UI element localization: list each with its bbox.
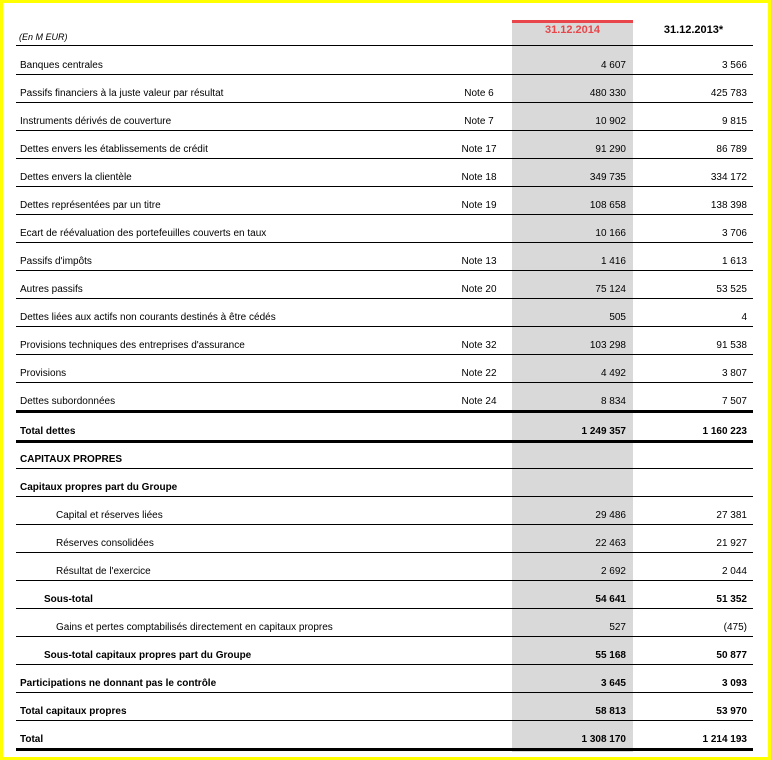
table-row bbox=[16, 214, 753, 242]
value-2013: 3 566 bbox=[721, 60, 747, 71]
table-row bbox=[16, 720, 753, 748]
value-2013: 50 877 bbox=[716, 650, 747, 661]
table-row bbox=[16, 440, 753, 468]
row-label: Total bbox=[20, 734, 44, 745]
row-label: Capital et réserves liées bbox=[56, 510, 163, 521]
value-2013: 86 789 bbox=[716, 144, 747, 155]
value-2013: 1 613 bbox=[721, 256, 747, 267]
value-2013: 53 970 bbox=[716, 706, 747, 717]
value-2013: 4 bbox=[741, 312, 747, 323]
current-year-highlight-bar bbox=[512, 20, 633, 23]
row-note: Note 20 bbox=[461, 284, 497, 295]
row-label: Dettes subordonnées bbox=[20, 396, 116, 407]
value-2014: 91 290 bbox=[595, 144, 626, 155]
value-2013: 53 525 bbox=[716, 284, 747, 295]
value-2013: 334 172 bbox=[710, 172, 747, 183]
row-label: Ecart de réévaluation des portefeuilles couverts en taux bbox=[20, 228, 267, 239]
table-row bbox=[16, 46, 753, 74]
row-label: Réserves consolidées bbox=[56, 538, 154, 549]
table-row bbox=[16, 664, 753, 692]
value-2014: 75 124 bbox=[595, 284, 626, 295]
value-2014: 349 735 bbox=[589, 172, 626, 183]
table-row bbox=[16, 298, 753, 326]
table-row bbox=[16, 496, 753, 524]
value-2014: 10 166 bbox=[595, 228, 626, 239]
row-label: Dettes liées aux actifs non courants destinés à être cédés bbox=[20, 312, 276, 323]
value-2014: 55 168 bbox=[595, 650, 626, 661]
table-row bbox=[16, 354, 753, 382]
value-2014: 2 692 bbox=[600, 566, 626, 577]
row-label: Dettes envers la clientèle bbox=[20, 172, 132, 183]
row-note: Note 17 bbox=[461, 144, 497, 155]
column-header-2013: 31.12.2013* bbox=[663, 24, 724, 36]
row-label: Résultat de l'exercice bbox=[56, 566, 151, 577]
table-row bbox=[16, 608, 753, 636]
table-row bbox=[16, 636, 753, 664]
value-2013: 51 352 bbox=[716, 594, 747, 605]
column-header-2014: 31.12.2014 bbox=[544, 24, 601, 36]
table-row bbox=[16, 580, 753, 608]
value-2013: 2 044 bbox=[721, 566, 747, 577]
value-2014: 527 bbox=[609, 622, 626, 633]
row-note: Note 6 bbox=[464, 88, 494, 99]
row-label: Total capitaux propres bbox=[20, 706, 127, 717]
value-2014: 10 902 bbox=[595, 116, 626, 127]
table-row bbox=[16, 552, 753, 580]
table-row bbox=[16, 382, 753, 410]
value-2013: 21 927 bbox=[716, 538, 747, 549]
value-2014: 4 492 bbox=[600, 368, 626, 379]
row-label: Autres passifs bbox=[20, 284, 83, 295]
row-label: Capitaux propres part du Groupe bbox=[20, 482, 178, 493]
row-label: Instruments dérivés de couverture bbox=[20, 116, 172, 127]
value-2013: 9 815 bbox=[721, 116, 747, 127]
table-row bbox=[16, 130, 753, 158]
value-2013: 7 507 bbox=[721, 396, 747, 407]
value-2014: 54 641 bbox=[595, 594, 626, 605]
row-label: Provisions techniques des entreprises d'assurance bbox=[20, 340, 245, 351]
value-2014: 480 330 bbox=[589, 88, 626, 99]
table-row bbox=[16, 74, 753, 102]
value-2013: (475) bbox=[723, 622, 747, 633]
row-label: Gains et pertes comptabilisés directement en capitaux propres bbox=[56, 622, 333, 633]
value-2013: 1 160 223 bbox=[702, 426, 747, 437]
table-row bbox=[16, 158, 753, 186]
row-note: Note 13 bbox=[461, 256, 497, 267]
value-2013: 1 214 193 bbox=[702, 734, 747, 745]
row-note: Note 7 bbox=[464, 116, 494, 127]
value-2014: 8 834 bbox=[600, 396, 626, 407]
value-2014: 29 486 bbox=[595, 510, 626, 521]
row-note: Note 18 bbox=[461, 172, 497, 183]
row-label: Banques centrales bbox=[20, 60, 103, 71]
row-note: Note 24 bbox=[461, 396, 497, 407]
table-row bbox=[16, 242, 753, 270]
row-note: Note 19 bbox=[461, 200, 497, 211]
value-2014: 103 298 bbox=[589, 340, 626, 351]
row-label: Sous-total bbox=[44, 594, 93, 605]
value-2013: 91 538 bbox=[716, 340, 747, 351]
unit-label: (En M EUR) bbox=[19, 32, 68, 42]
value-2014: 58 813 bbox=[595, 706, 626, 717]
row-label: Provisions bbox=[20, 368, 67, 379]
row-note: Note 32 bbox=[461, 340, 497, 351]
value-2014: 108 658 bbox=[589, 200, 626, 211]
row-label: Dettes représentées par un titre bbox=[20, 200, 161, 211]
table-row bbox=[16, 692, 753, 720]
value-2013: 3 807 bbox=[721, 368, 747, 379]
table-row bbox=[16, 412, 753, 440]
value-2013: 138 398 bbox=[710, 200, 747, 211]
value-2014: 1 416 bbox=[600, 256, 626, 267]
value-2013: 3 706 bbox=[721, 228, 747, 239]
row-label: Passifs d'impôts bbox=[20, 256, 92, 267]
row-divider bbox=[16, 748, 753, 751]
value-2014: 505 bbox=[609, 312, 626, 323]
row-label: Sous-total capitaux propres part du Groupe bbox=[44, 650, 252, 661]
value-2013: 425 783 bbox=[710, 88, 747, 99]
row-label: Total dettes bbox=[20, 426, 76, 437]
table-row bbox=[16, 326, 753, 354]
value-2014: 22 463 bbox=[595, 538, 626, 549]
row-label: CAPITAUX PROPRES bbox=[20, 454, 123, 465]
value-2014: 1 308 170 bbox=[581, 734, 626, 745]
table-row bbox=[16, 270, 753, 298]
row-label: Dettes envers les établissements de crédit bbox=[20, 144, 208, 155]
table-row bbox=[16, 524, 753, 552]
table-row bbox=[16, 468, 753, 496]
value-2013: 27 381 bbox=[716, 510, 747, 521]
table-row bbox=[16, 186, 753, 214]
row-label: Passifs financiers à la juste valeur par résultat bbox=[20, 88, 224, 99]
table-row bbox=[16, 102, 753, 130]
row-note: Note 22 bbox=[461, 368, 497, 379]
value-2013: 3 093 bbox=[721, 678, 747, 689]
value-2014: 1 249 357 bbox=[581, 426, 626, 437]
value-2014: 3 645 bbox=[600, 678, 626, 689]
value-2014: 4 607 bbox=[600, 60, 626, 71]
row-label: Participations ne donnant pas le contrôle bbox=[20, 678, 217, 689]
